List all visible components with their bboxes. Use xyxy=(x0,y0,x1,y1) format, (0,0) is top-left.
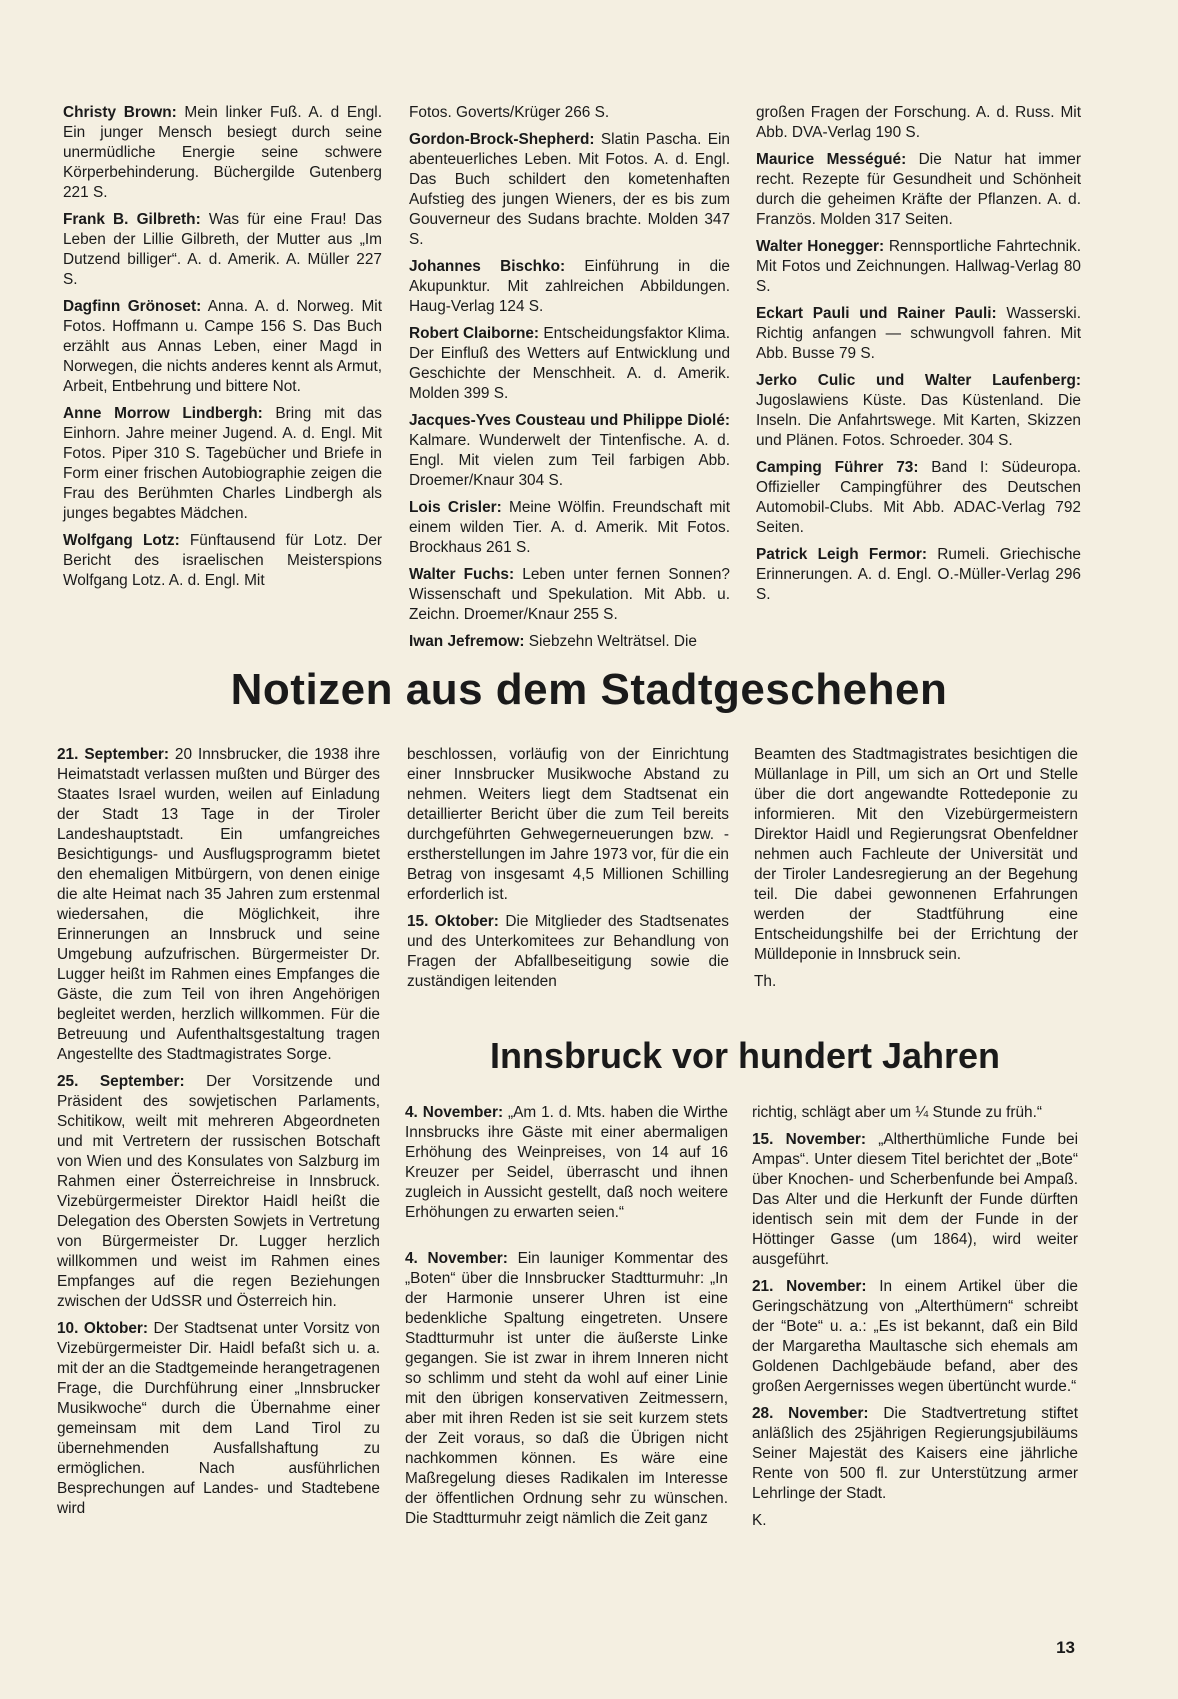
entry xyxy=(756,304,1081,364)
entry-heading: Maurice Mességué: xyxy=(756,151,907,168)
entry-text: Slatin Pascha. Ein abenteuerliches Leben. Mit Fotos. A. d. Engl. Das Buch schildert den kometenhaften Aufstieg des jungen Wieners, der es bis zum Gouverneur des Sudans brachte. Molden 347 S. xyxy=(409,131,730,248)
entry-heading: 25. September: xyxy=(57,1073,185,1090)
entry-text: Anna. A. d. Norweg. Mit Fotos. Hoffmann u. Campe 156 S. Das Buch erzählt aus Annas Leben, einer Magd in Norwegen, die nichts anderes kennt als Armut, Arbeit, Entbehrung und bittere Not. xyxy=(63,298,383,395)
entry-heading: 28. November: xyxy=(752,1405,869,1422)
notizen-column-3 xyxy=(754,745,1078,999)
entry-heading: Jerko Culic und Walter Laufenberg: xyxy=(756,372,1081,389)
entry xyxy=(405,1249,728,1529)
entry xyxy=(57,745,380,1065)
entry xyxy=(409,498,730,558)
entry-heading: 21. September: xyxy=(57,746,169,763)
entry xyxy=(63,297,382,397)
reviews-column-2 xyxy=(409,103,730,659)
entry xyxy=(409,130,730,250)
entry-text: Ein launiger Kommentar des „Boten“ über die Innsbrucker Stadtturmuhr: „In der Harmonie unserer Uhren ist eine bedenkliche Spaltung eingetreten. Unsere Stadtturmuhr ist unter die äußerste Linke gegangen. Sie ist zwar in ihrem Inneren nicht so schlimm und steht da wohl auf einer Linie mit den übrigen konservativen Zeitmessern, aber mit ihren Reden ist sie seit kurzem stets der Zeit voraus, so daß die Übrigen nicht nachkommen können. Es wäre eine Maßregelung dieses Radikalen im Interesse der öffentlichen Ordnung sehr zu wünschen. Die Stadtturmuhr zeigt nämlich die Zeit ganz xyxy=(405,1250,728,1527)
notizen-column-1 xyxy=(57,745,380,1526)
entry-text: Beamten des Stadtmagistrates besichtigen die Müllanlage in Pill, um sich an Ort und Stelle über die dort angewandte Rottedeponie zu informieren. Mit den Vizebürgermeistern Direktor Haidl und Regierungsrat Obenfeldner nehmen auch Fachleute der Universität und der Tiroler Landesregierung an der Begehung teil. Die dabei gewonnenen Erfahrungen werden der Stadtführung eine Entscheidungshilfe bei der Errichtung der Mülldeponie in Innsbruck sein. xyxy=(754,746,1078,963)
entry-text: beschlossen, vorläufig von der Einrichtung einer Innsbrucker Musikwoche Abstand zu nehmen. Weiters liegt dem Stadtsenat ein detaillierter Bericht über die zum Teil bereits durchgeführten Gehwegerneuerungen bzw. -erstherstellungen im Jahre 1973 vor, für die ein Betrag von insgesamt 4,5 Millionen Schilling erforderlich ist. xyxy=(407,746,729,903)
entry-text: „Altherthümliche Funde bei Ampas“. Unter diesem Titel berichtet der „Bote“ über Knochen- und Scherbenfunde bei Ampaß. Das Alter und die Herkunft der Funde dürften identisch sein mit dem der Funde in der Höttinger Gasse (um 1864), wird weiter ausgeführt. xyxy=(752,1131,1078,1268)
entry-heading: 10. Oktober: xyxy=(57,1320,149,1337)
entry-text: „Am 1. d. Mts. haben die Wirthe Innsbrucks ihre Gäste mit einer abermaligen Erhöhung des Weinpreises, von 14 auf 16 Kreuzer per Seidel, überrascht und ihnen zugleich in Aussicht gestellt, daß noch weitere Erhöhungen zu erwarten seien.“ xyxy=(405,1104,728,1221)
entry xyxy=(409,257,730,317)
section-title-notizen: Notizen aus dem Stadtgeschehen xyxy=(230,665,948,714)
entry xyxy=(63,404,382,524)
entry xyxy=(63,210,382,290)
entry-heading: Camping Führer 73: xyxy=(756,459,919,476)
entry xyxy=(409,565,730,625)
entry xyxy=(752,1130,1078,1270)
entry xyxy=(756,150,1081,230)
entry-text: Siebzehn Welträtsel. Die xyxy=(524,633,697,650)
entry-text: Leben unter fernen Sonnen? Wissenschaft und Spekulation. Mit Abb. u. Zeichn. Droemer/Knaur 255 S. xyxy=(409,566,730,623)
entry-text: Die Natur hat immer recht. Rezepte für Gesundheit und Schönheit durch die geheimen Kräfte der Pflanzen. A. d. Französ. Molden 317 Seiten. xyxy=(756,151,1081,228)
entry-text: Fünftausend für Lotz. Der Bericht des israelischen Meisterspions Wolfgang Lotz. A. d. Engl. Mit xyxy=(63,532,383,589)
entry-text: richtig, schlägt aber um ¼ Stunde zu früh.“ xyxy=(752,1104,1043,1121)
entry-text: Jugoslawiens Küste. Das Küstenland. Die Inseln. Die Anfahrtswege. Mit Karten, Skizzen und Plänen. Fotos. Schroeder. 304 S. xyxy=(756,392,1081,449)
entry xyxy=(405,1103,728,1223)
entry-heading: Lois Crisler: xyxy=(409,499,502,516)
hundert-column-3 xyxy=(752,1103,1078,1538)
entry-text: Band I: Südeuropa. Offizieller Campingführer des Deutschen Automobil-Clubs. Mit Abb. ADAC-Verlag 792 Seiten. xyxy=(756,459,1081,536)
entry-text: In einem Artikel über die Geringschätzung von „Alterthümern“ schreibt der “Bote“ u. a.: „Es ist bekannt, daß ein Bild der Margaretha Maultasche sich ehemals am Goldenen Dachlgebäude befand, aber des großen Aergernisses wegen übertüncht wurde.“ xyxy=(752,1278,1078,1395)
entry xyxy=(63,531,382,591)
entry-heading: 15. November: xyxy=(752,1131,866,1148)
section-title-innsbruck: Innsbruck vor hundert Jahren xyxy=(489,1035,1001,1076)
entry-text: 20 Innsbrucker, die 1938 ihre Heimatstadt verlassen mußten und Bürger des Staates Israel wurden, weilen auf Einladung der Stadt 13 Tage in der Tiroler Landeshauptstadt. Ein umfangreiches Besichtigungs- und Ausflugsprogramm bietet den ehemaligen Mitbürgern, von denen einige die alte Heimat nach 35 Jahren zum erstenmal wiedersahen, die Möglichkeit, ihre Erinnerungen an Innsbruck und seine Umgebung aufzufrischen. Bürgermeister Dr. Lugger heißt im Rahmen eines Empfanges die Gäste, die zum Teil von ihren Angehörigen begleitet werden, herzlich willkommen. Für die Betreuung und Aufenthaltsgestaltung tragen Angestellte des Stadtmagistrates Sorge. xyxy=(57,746,381,1063)
entry-heading: Patrick Leigh Fermor: xyxy=(756,546,928,563)
entry-text: Wasserski. Richtig anfangen — schwungvoll fahren. Mit Abb. Busse 79 S. xyxy=(756,305,1081,362)
entry-heading: Eckart Pauli und Rainer Pauli: xyxy=(756,305,997,322)
reviews-column-3 xyxy=(756,103,1081,612)
entry xyxy=(752,1404,1078,1504)
entry-heading: 4. November: xyxy=(405,1250,508,1267)
entry-text: Kalmare. Wunderwelt der Tintenfische. A. d. Engl. Mit vielen zum Teil farbigen Abb. Droemer/Knaur 304 S. xyxy=(409,432,730,489)
entry xyxy=(63,103,382,203)
entry xyxy=(754,745,1078,965)
entry-text: Der Vorsitzende und Präsident des sowjetischen Parlaments, Schitikow, weilt mit mehreren Abgeordneten und mit Vertretern der russischen Botschaft von Wien und des Konsulates von Salzburg im Rahmen einer Österreichreise in Innsbruck. Vizebürgermeister Direktor Haidl heißt die Delegation des Obersten Sowjets in Vertretung von Bürgermeister Dr. Lugger herzlich willkommen und weist im Rahmen eines Empfanges auf die regen Beziehungen zwischen der UdSSR und Österreich hin. xyxy=(57,1073,381,1310)
entry-text: Meine Wölfin. Freundschaft mit einem wilden Tier. A. d. Amerik. Mit Fotos. Brockhaus 261 S. xyxy=(409,499,730,556)
entry xyxy=(57,1072,380,1312)
entry-text: Mein linker Fuß. A. d Engl. Ein junger Mensch besiegt durch seine unermüdliche Energie seine schwere Körperbehinderung. Büchergilde Gutenberg 221 S. xyxy=(63,104,383,201)
entry-heading: Anne Morrow Lindbergh: xyxy=(63,405,263,422)
entry-heading: Wolfgang Lotz: xyxy=(63,532,180,549)
entry-heading: 15. Oktober: xyxy=(407,913,499,930)
reviews-column-1 xyxy=(63,103,382,598)
hundert-column-3-body xyxy=(752,1103,1078,1504)
page-number: 13 xyxy=(1056,1638,1075,1657)
entry-heading: Walter Fuchs: xyxy=(409,566,515,583)
entry xyxy=(409,632,730,652)
entry xyxy=(407,912,729,992)
entry-heading: 21. November: xyxy=(752,1278,867,1295)
entry-heading: Iwan Jefremow: xyxy=(409,633,525,650)
entry xyxy=(752,1103,1078,1123)
entry xyxy=(756,545,1081,605)
entry-text: Fotos. Goverts/Krüger 266 S. xyxy=(409,104,610,121)
hundert-column-2 xyxy=(405,1103,728,1536)
entry-text: Einführung in die Akupunktur. Mit zahlreichen Abbildungen. Haug-Verlag 124 S. xyxy=(409,258,730,315)
notizen-column-3-body xyxy=(754,745,1078,965)
entry xyxy=(409,103,730,123)
entry xyxy=(409,411,730,491)
entry-text: Rumeli. Griechische Erinnerungen. A. d. Engl. O.-Müller-Verlag 296 S. xyxy=(756,546,1081,603)
entry-text: Die Mitglieder des Stadtsenates und des Unterkomitees zur Behandlung von Fragen der Abfallbeseitigung sowie die zuständigen leitenden xyxy=(407,913,729,990)
signature-k: K. xyxy=(752,1512,767,1529)
entry-heading: Christy Brown: xyxy=(63,104,177,121)
entry-heading: Gordon-Brock-Shepherd: xyxy=(409,131,595,148)
entry-text: Rennsportliche Fahrtechnik. Mit Fotos und Zeichnungen. Hallwag-Verlag 80 S. xyxy=(756,238,1081,295)
entry-text: Der Stadtsenat unter Vorsitz von Vizebürgermeister Dir. Haidl befaßt sich u. a. mit der an die Stadtgemeinde herangetragenen Frage, die Durchführung einer „Innsbrucker Musikwoche“ durch die Übernahme einer gemeinsam mit dem Land Tirol zu übernehmenden Ausfallshaftung zu ermöglichen. Nach ausführlichen Besprechungen auf Landes- und Stadtebene wird xyxy=(57,1320,380,1517)
entry xyxy=(756,103,1081,143)
entry xyxy=(409,324,730,404)
entry-text: Was für eine Frau! Das Leben der Lillie Gilbreth, der Mutter aus „Im Dutzend billiger“. A. d. Amerik. A. Müller 227 S. xyxy=(63,211,382,288)
entry xyxy=(752,1277,1078,1397)
entry xyxy=(756,458,1081,538)
entry xyxy=(756,371,1081,451)
entry-heading: Johannes Bischko: xyxy=(409,258,566,275)
entry-heading: Walter Honegger: xyxy=(756,238,885,255)
entry-heading: Robert Claiborne: xyxy=(409,325,540,342)
notizen-column-2 xyxy=(407,745,729,999)
entry xyxy=(57,1319,380,1519)
entry-text: großen Fragen der Forschung. A. d. Russ. Mit Abb. DVA-Verlag 190 S. xyxy=(756,104,1081,141)
entry-text: Bring mit das Einhorn. Jahre meiner Jugend. A. d. Engl. Mit Fotos. Piper 310 S. Tagebücher und Briefe in Form einer frischen Autobiographie zeigen die Frau des Berühmten Charles Lindbergh als junges begabtes Mädchen. xyxy=(63,405,382,522)
entry-heading: Dagfinn Grönoset: xyxy=(63,298,202,315)
entry-text: Die Stadtvertretung stiftet anläßlich des 25jährigen Regierungsjubiläums Seiner Majestät des Kaisers eine jährliche Rente von 500 fl. zur Unterstützung armer Lehrlinge der Stadt. xyxy=(752,1405,1078,1502)
entry xyxy=(407,745,729,905)
entry-heading: Frank B. Gilbreth: xyxy=(63,211,201,228)
signature-th: Th. xyxy=(754,973,777,990)
entry-heading: 4. November: xyxy=(405,1104,504,1121)
entry-heading: Jacques-Yves Cousteau und Philippe Diolé: xyxy=(409,412,730,429)
entry xyxy=(756,237,1081,297)
entry-text: Entscheidungsfaktor Klima. Der Einfluß des Wetters auf Entwicklung und Geschichte der Menschheit. A. d. Amerik. Molden 399 S. xyxy=(409,325,730,402)
